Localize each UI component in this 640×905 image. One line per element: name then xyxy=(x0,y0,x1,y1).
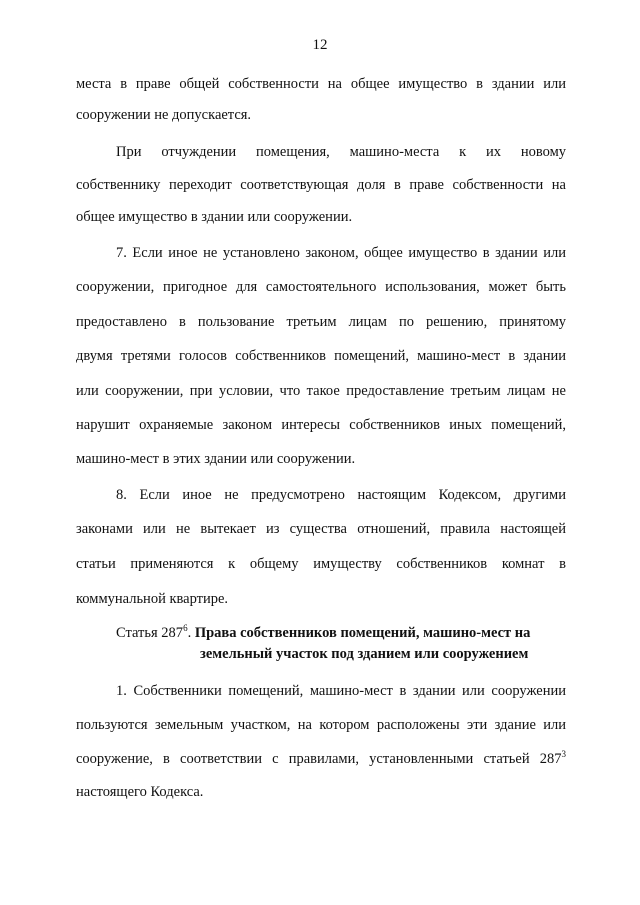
text-line: сооружении, пригодное для самостоятельного использования, может быть xyxy=(76,279,566,295)
text-line: места в праве общей собственности на общее имущество в здании или xyxy=(76,76,566,92)
text-line: коммунальной квартире. xyxy=(76,591,229,607)
article-title-line2: земельный участок под зданием или сооружением xyxy=(200,646,529,662)
text-line: При отчуждении помещения, машино-места к их новому xyxy=(116,144,566,160)
text-line-content: сооружение, в соответствии с правилами, установленными статьей 287 xyxy=(76,751,562,767)
text-line: или сооружении, при условии, что такое предоставление третьим лицам не xyxy=(76,383,566,399)
text-line-sup: 3 xyxy=(561,749,566,760)
text-line: 1. Собственники помещений, машино-мест в здании или сооружении xyxy=(116,683,566,699)
text-line: машино-мест в этих здании или сооружении. xyxy=(76,451,356,467)
text-line: общее имущество в здании или сооружении. xyxy=(76,209,353,225)
text-line: собственнику переходит соответствующая доля в праве собственности на xyxy=(76,177,566,193)
text-line: настоящего Кодекса. xyxy=(76,784,204,800)
article-prefix-sup: 6 xyxy=(183,623,188,634)
text-line: статьи применяются к общему имуществу собственников комнат в xyxy=(76,556,566,572)
text-line: сооружении не допускается. xyxy=(76,107,252,123)
text-line: 8. Если иное не предусмотрено настоящим Кодексом, другими xyxy=(116,487,566,503)
article-prefix: Статья 287 xyxy=(116,625,184,641)
article-heading: Статья $287^6$. Права собственников помещений, машино-мест на xyxy=(116,623,531,641)
text-line xyxy=(76,750,566,768)
text-line: предоставлено в пользование третьим лицам по решению, принятому xyxy=(76,314,566,330)
text-line: нарушит охраняемые законом интересы собственников иных помещений, xyxy=(76,417,566,433)
text-line: двумя третями голосов собственников помещений, машино-мест в здании xyxy=(76,348,566,364)
text-line: пользуются земельным участком, на котором расположены эти здание или xyxy=(76,717,566,733)
text-line: законами или не вытекает из существа отношений, правила настоящей xyxy=(76,521,566,537)
article-title-line1: Права собственников помещений, машино-мест на xyxy=(194,625,531,641)
page-number: 12 xyxy=(312,37,328,53)
text-line: 7. Если иное не установлено законом, общее имущество в здании или xyxy=(116,245,566,261)
